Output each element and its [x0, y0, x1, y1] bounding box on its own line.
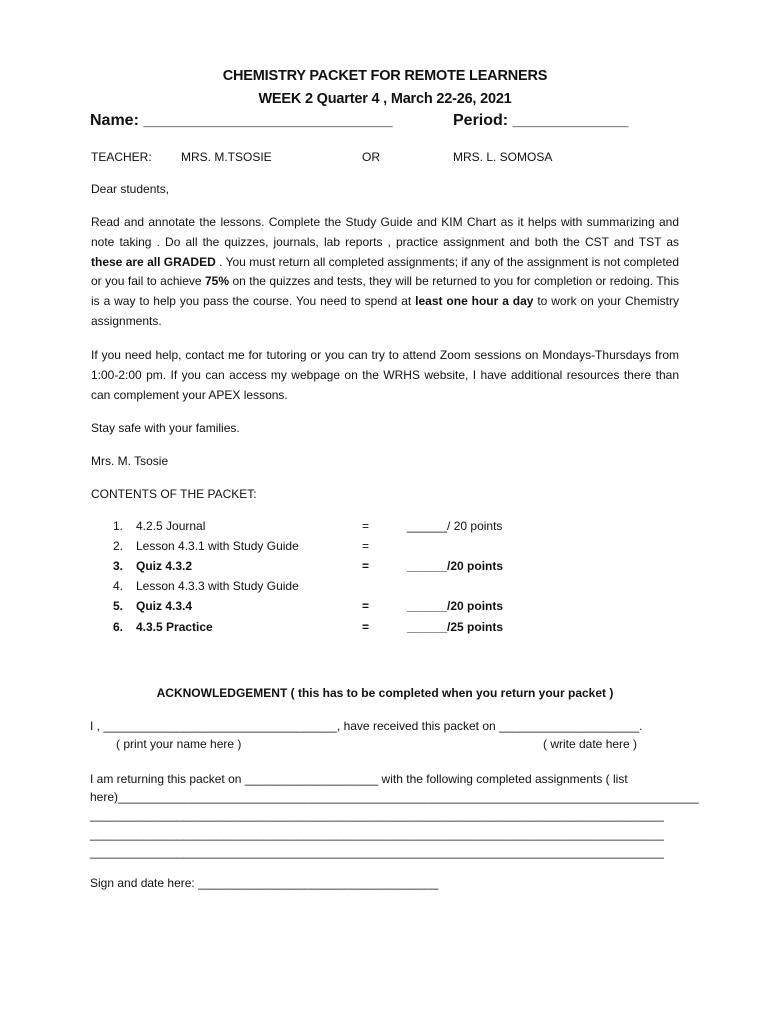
- teacher-or: OR: [362, 150, 380, 164]
- list-item: [0, 579, 770, 597]
- list-item: [0, 539, 770, 557]
- signature: Mrs. M. Tsosie: [91, 454, 169, 468]
- item-equals: =: [362, 559, 370, 573]
- blank-line: ______________________________________________________________________________________: [90, 808, 664, 822]
- acknowledgement-heading: ACKNOWLEDGEMENT ( this has to be completed when you return your packet ): [156, 686, 614, 700]
- period-field: Period: _____________: [453, 112, 629, 129]
- write-date-hint: ( write date here ): [543, 737, 638, 751]
- item-points: ______/20 points: [407, 559, 504, 573]
- item-number: 4.: [113, 579, 124, 593]
- received-line: I , ___________________________________, have received this packet on _____________________.: [90, 719, 643, 733]
- item-number: 6.: [113, 620, 124, 634]
- item-equals: =: [362, 620, 370, 634]
- percent-emphasis: 75%: [205, 274, 230, 289]
- blank-line: ______________________________________________________________________________________: [90, 845, 664, 859]
- list-item: [0, 519, 770, 537]
- greeting: Dear students,: [91, 182, 170, 196]
- graded-emphasis: these are all GRADED: [91, 254, 216, 269]
- returning-list-line: here)_______________________________________________________________________________________: [90, 790, 699, 804]
- item-label: 4.2.5 Journal: [136, 519, 206, 533]
- item-equals: =: [362, 539, 370, 553]
- blank-line: ______________________________________________________________________________________: [90, 827, 664, 841]
- sign-date-line: Sign and date here: ____________________________________: [90, 876, 439, 890]
- teacher-name-1: MRS. M.TSOSIE: [181, 150, 272, 164]
- contents-heading: CONTENTS OF THE PACKET:: [91, 487, 257, 501]
- packet-subtitle: WEEK 2 Quarter 4 , March 22-26, 2021: [258, 91, 512, 107]
- item-number: 1.: [113, 519, 124, 533]
- print-name-hint: ( print your name here ): [116, 737, 242, 751]
- item-equals: =: [362, 599, 370, 613]
- item-label: Quiz 4.3.2: [136, 559, 193, 573]
- list-item: [0, 599, 770, 617]
- item-points: ______/20 points: [407, 599, 504, 613]
- teacher-name-2: MRS. L. SOMOSA: [453, 150, 553, 164]
- item-label: Lesson 4.3.1 with Study Guide: [136, 539, 299, 553]
- item-points: ______/ 20 points: [407, 519, 503, 533]
- item-equals: =: [362, 519, 370, 533]
- item-label: Lesson 4.3.3 with Study Guide: [136, 579, 299, 593]
- item-number: 2.: [113, 539, 124, 553]
- list-item: [0, 620, 770, 638]
- teacher-label: TEACHER:: [91, 150, 152, 164]
- returning-line: I am returning this packet on ____________________ with the following completed assignments ( list: [90, 772, 628, 786]
- help-paragraph: If you need help, contact me for tutoring or you can try to attend Zoom sessions on Mondays-Thursdays from 1:00-2:00 pm. If you can access my webpage on the WRHS website, I have additional resources there than can complement your APEX lessons.: [91, 348, 679, 402]
- item-label: 4.3.5 Practice: [136, 620, 213, 634]
- name-field: Name: ____________________________: [90, 112, 393, 129]
- packet-title: CHEMISTRY PACKET FOR REMOTE LEARNERS: [222, 68, 548, 84]
- instructions-paragraph: Read and annotate the lessons. Complete the Study Guide and KIM Chart as it helps with summarizing and note taking . Do all the quizzes, journals, lab reports , practice assignment and both the CST and TST as these are all GRADED . You must return all completed assignments; if any of the assignment is not completed or you fail to achieve 75% on the quizzes and tests, they will be returned to you for completion or redoing. This is a way to help you pass the course. You need to spend at least one hour a day to work on your Chemistry assignments.: [91, 215, 679, 328]
- item-number: 3.: [113, 559, 124, 573]
- item-number: 5.: [113, 599, 124, 613]
- item-label: Quiz 4.3.4: [136, 599, 193, 613]
- item-points: ______/25 points: [407, 620, 504, 634]
- list-item: [0, 559, 770, 577]
- closing-text: Stay safe with your families.: [91, 421, 240, 435]
- time-emphasis: least one hour a day: [415, 294, 534, 309]
